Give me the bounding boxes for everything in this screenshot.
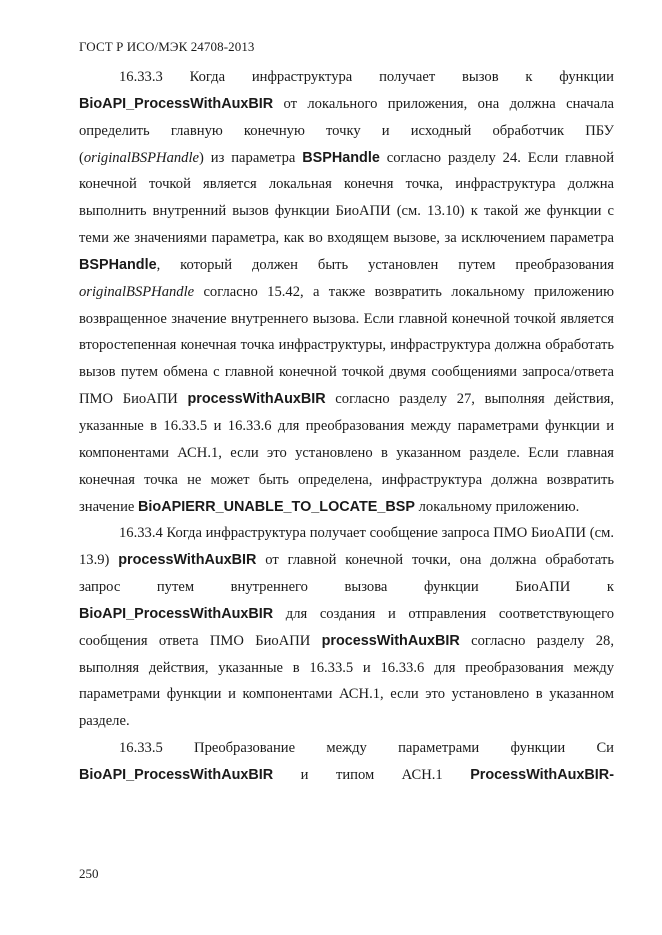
document-body [79,64,614,789]
page-number: 250 [79,866,99,881]
code-term: processWithAuxBIR [321,632,460,649]
code-term: BioAPI_ProcessWithAuxBIR [79,95,274,112]
section-number: 16.33.5 [119,740,163,757]
code-term: BioAPI_ProcessWithAuxBIR [79,605,274,622]
code-term: processWithAuxBIR [118,552,257,569]
document-header: ГОСТ Р ИСО/МЭК 24708-2013 [79,39,255,54]
code-term: ProcessWithAuxBIR- [470,766,614,783]
paragraph-16-33-5 [79,735,614,789]
body-text: согласно разделу 24. Если главной конечной точкой является локальная конечня точка, инфраструктура должна выполнить внутренний вызов функции БиоАПИ (см. 13.10) к такой же функции с теми же значениями параметра, как во входящем вызове, за исключением параметра [79,149,614,247]
italic-term: originalBSPHandle [79,283,195,300]
code-term: BioAPIERR_UNABLE_TO_LOCATE_BSP [138,498,415,515]
body-text: локальному приложению. [414,498,580,515]
code-term: BSPHandle [79,256,157,273]
body-text: согласно разделу 28, выполняя действия, указанные в 16.33.5 и 16.33.6 для преобразования между параметрами функции и компонентами АСН.1, если это установлено в указанном разделе. [79,632,614,730]
code-term: BSPHandle [302,149,380,166]
body-text: Преобразование между параметрами функции Си [162,740,614,757]
body-text: согласно 15.42, а также возвратить локальному приложению возвращенное значение внутреннего вызова. Если главной конечной точкой является второстепенная конечная точка инфраструктуры, инфраструктура должна обработать вызов путем обмена с главной конечной точкой двумя сообщениями запроса/ответа ПМО БиоАПИ [79,283,614,408]
body-text: для создания и отправления соответствующего сообщения ответа ПМО БиоАПИ [79,605,614,649]
body-text: от главной конечной точки, она должна обработать запрос путем внутреннего вызова функции БиоАПИ к [79,552,614,596]
body-text: ) из параметра [199,149,303,166]
section-number: 16.33.3 [119,69,163,85]
italic-term: originalBSPHandle [83,149,199,166]
paragraph-16-33-3 [79,64,614,520]
code-term: BioAPI_ProcessWithAuxBIR [79,766,274,783]
body-text: Когда инфраструктура получает сообщение запроса ПМО БиоАПИ (см. 13.9) [79,525,614,569]
body-text: и типом АСН.1 [273,766,471,783]
paragraph-16-33-4 [79,520,614,735]
body-text: от локального приложения, она должна сначала определить главную конечную точку и исходный обработчик ПБУ ( [79,95,614,166]
code-term: processWithAuxBIR [187,391,326,408]
body-text: , который должен быть установлен путем преобразования [156,256,614,273]
body-text: Когда инфраструктура получает вызов к функции [162,69,614,85]
body-text: согласно разделу 27, выполняя действия, указанные в 16.33.5 и 16.33.6 для преобразования между параметрами функции и компонентами АСН.1, если это установлено в указанном разделе. Если главная конечная точка не может быть определена, инфраструктура должна возвратить значение [79,391,614,515]
section-number: 16.33.4 [119,525,163,542]
